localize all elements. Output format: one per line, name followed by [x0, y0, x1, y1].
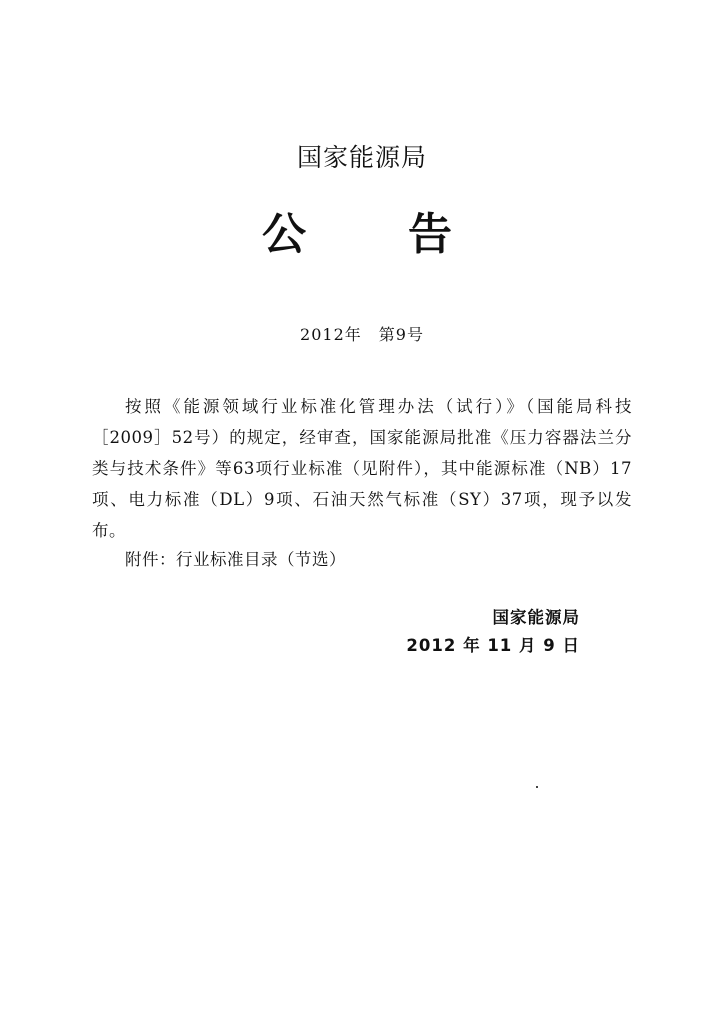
attachment-line: 附件：行业标准目录（节选） [125, 550, 346, 569]
issuer-heading: 国家能源局 [296, 143, 427, 172]
scan-speck [536, 786, 538, 788]
signature-date: 2012 年 11 月 9 日 [406, 636, 580, 655]
document-number: 2012年 第9号 [300, 325, 424, 344]
body-paragraph: 按照《能源领域行业标准化管理办法（试行）》（国能局科技［2009］52号）的规定，经审查，国家能源局批准《压力容器法兰分类与技术条件》等63项行业标准（见附件），其中能源标准（NB）17项、电力标准（DL）9项、石油天然气标准（SY）37项，现予以发布。 [92, 396, 632, 540]
signature-organization: 国家能源局 [492, 608, 580, 627]
title-char-gong: 公 [262, 209, 306, 260]
title-char-gao: 告 [408, 209, 452, 260]
